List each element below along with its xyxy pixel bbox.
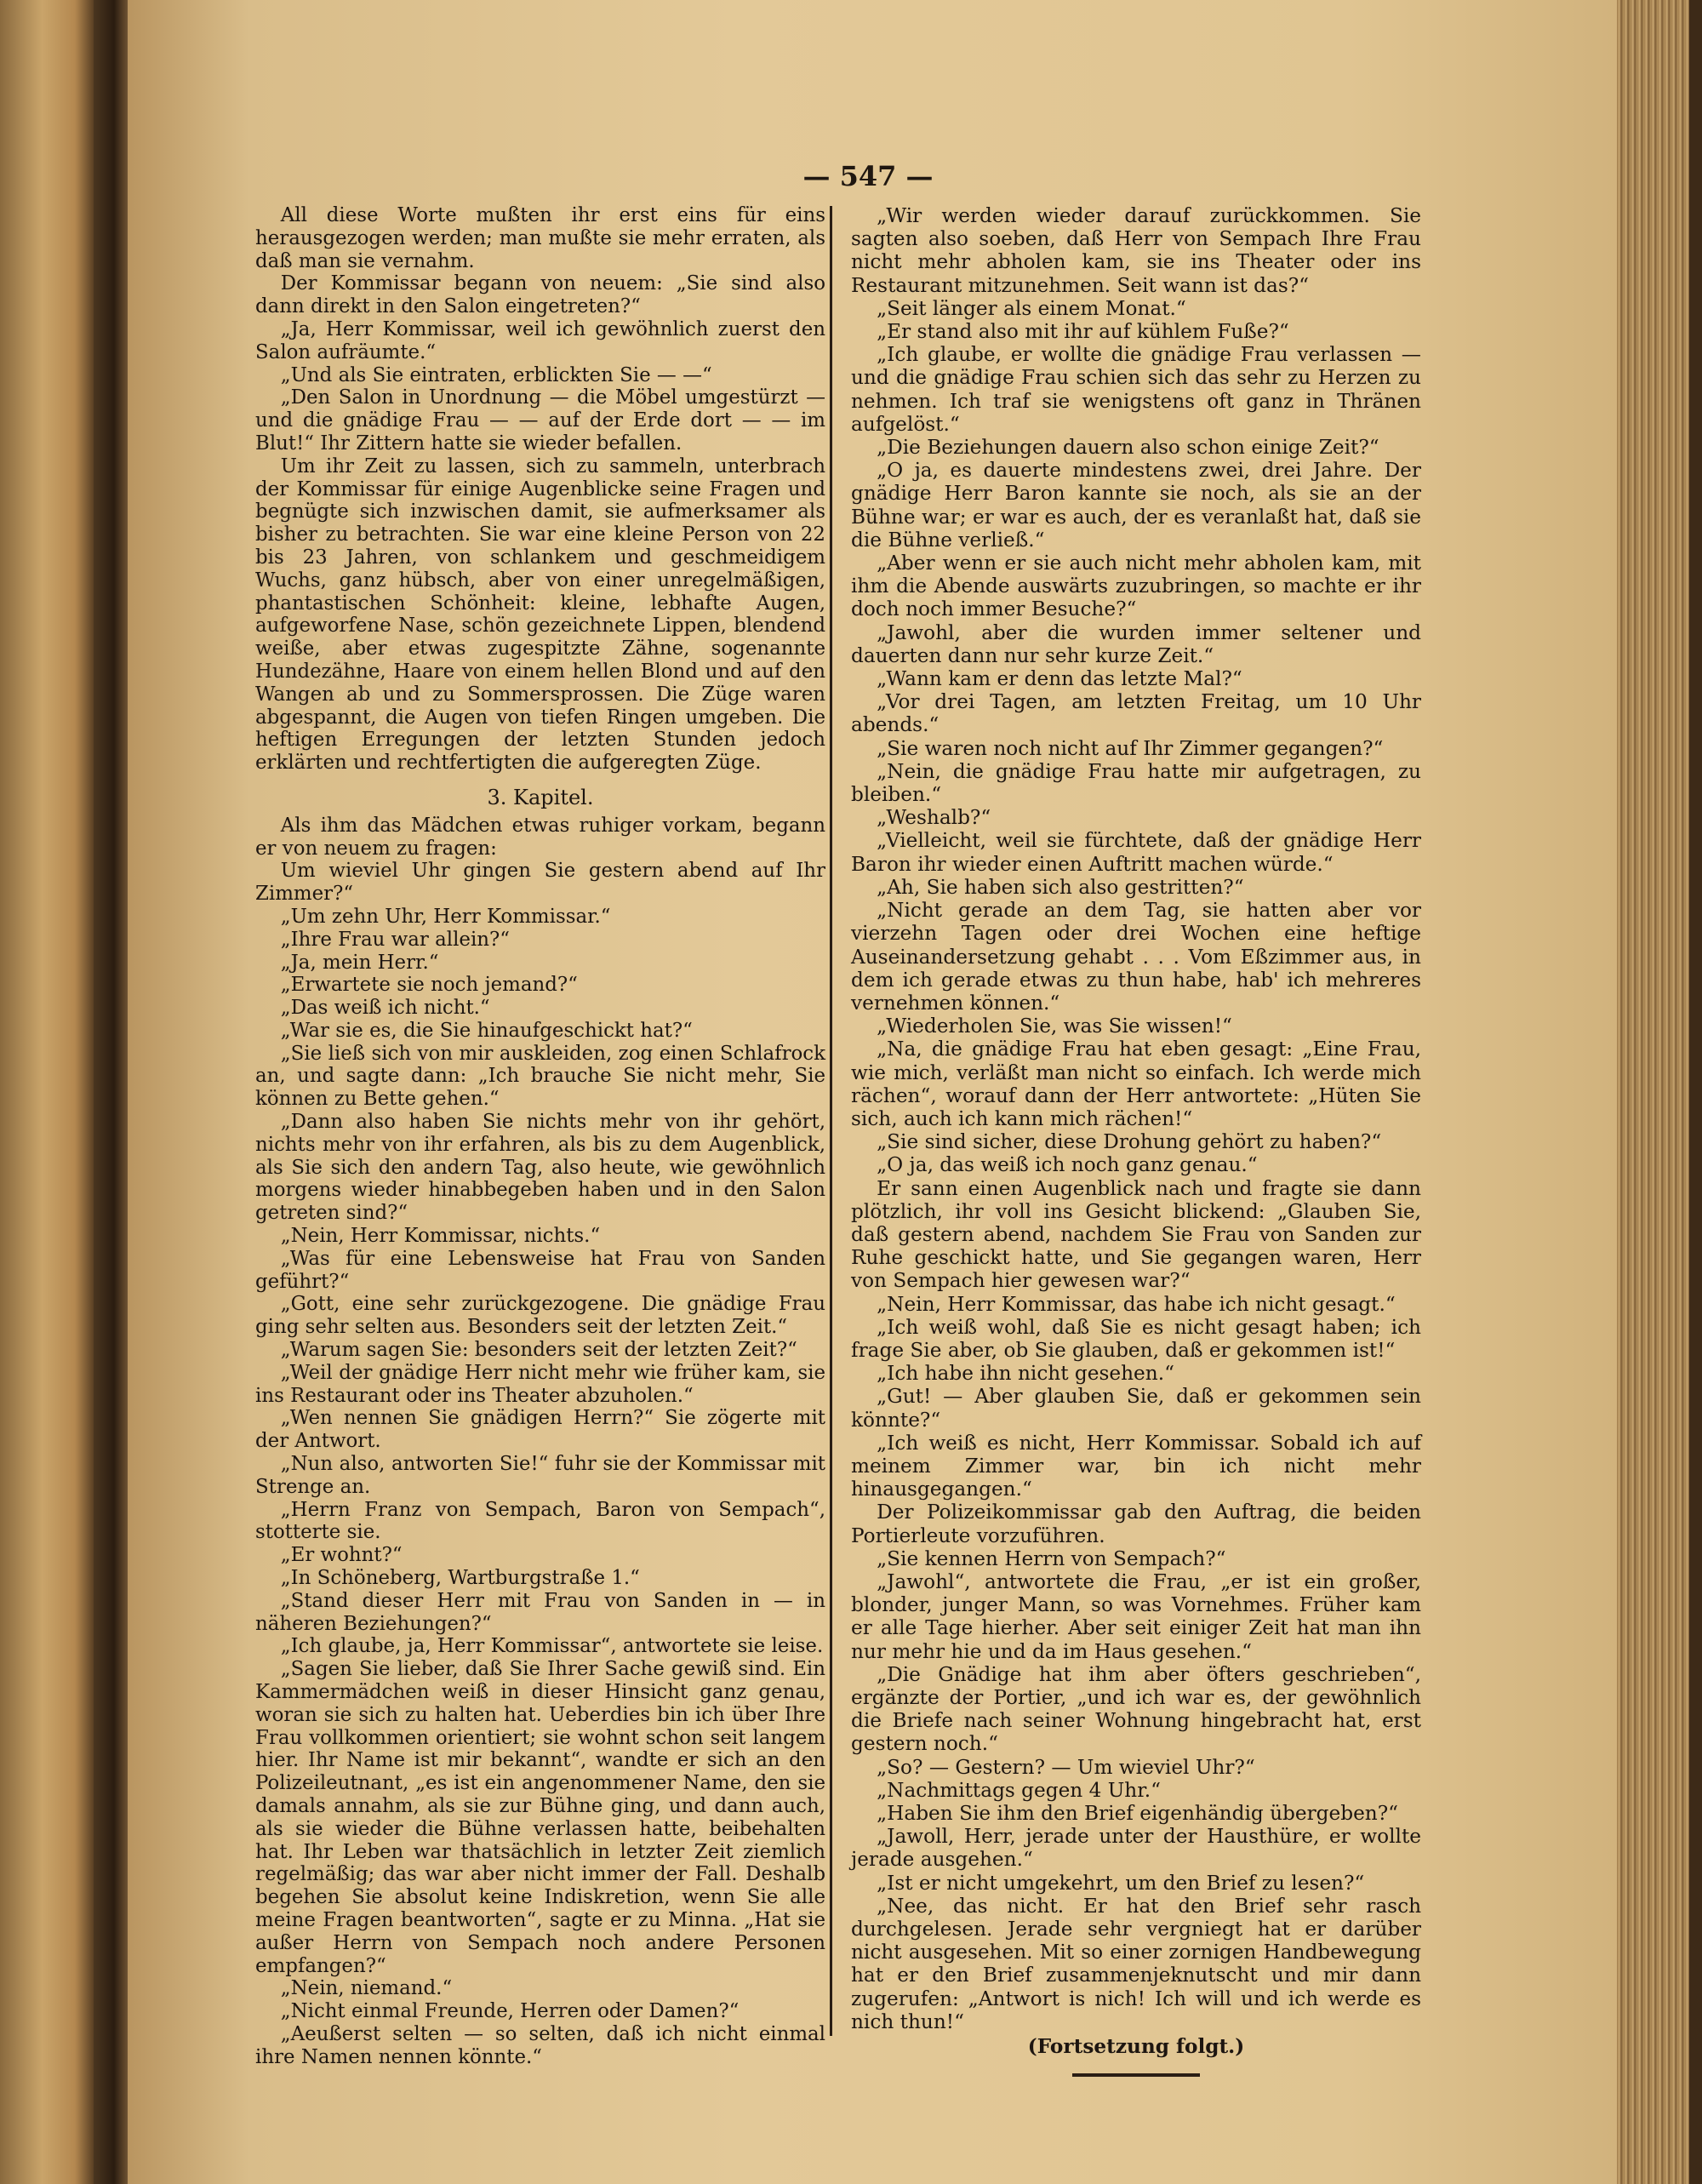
paragraph: „Jawoll, Herr, jerade unter der Hausthüre, er wollte jerade ausgehen.“ <box>851 1825 1421 1872</box>
paragraph: „Die Beziehungen dauern also schon einige Zeit?“ <box>877 436 1379 460</box>
paragraph: „Ich glaube, er wollte die gnädige Frau verlassen — und die gnädige Frau schien sich das sehr zu Herzen zu nehmen. Ich traf sie wenigstens oft ganz in Thränen aufgelöst.“ <box>851 343 1421 436</box>
paragraph: „War sie es, die Sie hinaufgeschickt hat?“ <box>280 1019 693 1042</box>
paragraph: „Die Gnädige hat ihm aber öfters geschrieben“, ergänzte der Portier, „und ich war es, der gewöhnlich die Briefe nach seiner Wohnung hingebracht hat, erst gestern noch.“ <box>851 1662 1421 1756</box>
paragraph: „Wir werden wieder darauf zurückkommen. Sie sagten also soeben, daß Herr von Sempach Ihre Frau nicht mehr abholen kam, sie ins Theater oder ins Restaurant mitzunehmen. Seit wann ist das?“ <box>851 204 1421 297</box>
end-rule <box>1072 2073 1200 2077</box>
paragraph: „Nachmittags gegen 4 Uhr.“ <box>877 1778 1161 1802</box>
left-page-edge <box>0 0 94 2184</box>
paragraph: „Den Salon in Unordnung — die Möbel umgestürzt — und die gnädige Frau — — auf der Erde dort — — im Blut!“ Ihr Zittern hatte sie wieder befallen. <box>255 386 825 455</box>
paragraph: „Wann kam er denn das letzte Mal?“ <box>877 667 1242 691</box>
paragraph: Er sann einen Augenblick nach und fragte sie dann plötzlich, ihr voll ins Gesicht blickend: „Glauben Sie, daß gestern abend, nachdem Sie Frau von Sanden zur Ruhe geschickt hatte, und Sie gegangen waren, Herr von Sempach hier gewesen war?“ <box>851 1176 1421 1293</box>
paragraph: „Sagen Sie lieber, daß Sie Ihrer Sache gewiß sind. Ein Kammermädchen weiß in dieser Hinsicht ganz genau, woran sie sich zu halten hat. Ueberdies bin ich über Ihre Frau vollkommen orientiert; sie wohnt schon seit langem hier. Ihr Name ist mir bekannt“, wandte er sich an den Polizeileutnant, „es ist ein angenommener Name, den sie damals annahm, als sie zur Bühne ging, und dann auch, als sie wieder die Bühne verlassen hatte, beibehalten hat. Ihr Leben war thatsächlich in letzter Zeit ziemlich regelmäßig; das war aber nicht immer der Fall. Deshalb begehen Sie absolut keine Indiskretion, wenn Sie alle meine Fragen beantworten“, sagte er zu Minna. „Hat sie außer Herrn von Sempach noch andere Personen empfangen?“ <box>255 1658 825 1977</box>
page-number: — 547 — <box>802 160 934 192</box>
paragraph: „Ich habe ihn nicht gesehen.“ <box>877 1362 1174 1386</box>
paragraph: „Gut! — Aber glauben Sie, daß er gekommen sein könnte?“ <box>851 1385 1421 1432</box>
right-text-column <box>851 204 1421 2077</box>
left-paragraphs-after-heading <box>255 815 825 2069</box>
paragraph: „Wiederholen Sie, was Sie wissen!“ <box>877 1015 1232 1038</box>
paragraph: „Weil der gnädige Herr nicht mehr wie früher kam, sie ins Restaurant oder ins Theater abzuholen.“ <box>255 1361 825 1407</box>
paragraph: „In Schöneberg, Wartburgstraße 1.“ <box>280 1567 640 1590</box>
paragraph: „Ich weiß es nicht, Herr Kommissar. Sobald ich auf meinem Zimmer war, bin ich nicht mehr hinausgegangen.“ <box>851 1431 1421 1501</box>
paragraph: „Aber wenn er sie auch nicht mehr abholen kam, mit ihm die Abende auswärts zuzubringen, so machte er ihr doch noch immer Besuche?“ <box>851 552 1421 621</box>
paragraph: „Ja, Herr Kommissar, weil ich gewöhnlich zuerst den Salon aufräumte.“ <box>255 317 825 363</box>
paragraph: „Ah, Sie haben sich also gestritten?“ <box>877 875 1244 899</box>
paragraph: „Nicht gerade an dem Tag, sie hatten aber vor vierzehn Tagen oder drei Wochen eine heftige Auseinandersetzung gehabt . . . Vom Eßzimmer aus, in dem ich gerade etwas zu thun habe, hab' ich mehreres vernehmen können.“ <box>851 899 1421 1015</box>
paragraph: „Sie kennen Herrn von Sempach?“ <box>877 1547 1226 1570</box>
book-cover-edge <box>1689 0 1702 2184</box>
paragraph: „Haben Sie ihm den Brief eigenhändig übergeben?“ <box>877 1802 1399 1826</box>
paragraph: „Nein, Herr Kommissar, nichts.“ <box>280 1225 601 1248</box>
paragraph: „Wen nennen Sie gnädigen Herrn?“ Sie zögerte mit der Antwort. <box>255 1407 825 1453</box>
paragraph: Der Polizeikommissar gab den Auftrag, die beiden Portierleute vorzuführen. <box>851 1501 1421 1547</box>
paragraph: Um wieviel Uhr gingen Sie gestern abend auf Ihr Zimmer?“ <box>255 860 825 906</box>
continued-label: (Fortsetzung folgt.) <box>1027 2035 1245 2059</box>
column-divider <box>830 206 832 2036</box>
left-paragraphs-before-heading <box>255 204 825 775</box>
paragraph: „Jawohl“, antwortete die Frau, „er ist ein großer, blonder, junger Mann, so was Vornehmes. Früher kam er alle Tage hierher. Aber seit einiger Zeit hat man ihn nur mehr hie und da im Haus gesehen.“ <box>851 1569 1421 1663</box>
paragraph: „Nun also, antworten Sie!“ fuhr sie der Kommissar mit Strenge an. <box>255 1453 825 1498</box>
paragraph: „Was für eine Lebensweise hat Frau von Sanden geführt?“ <box>255 1247 825 1293</box>
paragraph: „Warum sagen Sie: besonders seit der letzten Zeit?“ <box>280 1339 797 1362</box>
paragraph: „Er stand also mit ihr auf kühlem Fuße?“ <box>877 320 1289 344</box>
paragraph: Als ihm das Mädchen etwas ruhiger vorkam, begann er von neuem zu fragen: <box>255 814 825 860</box>
paragraph: Um ihr Zeit zu lassen, sich zu sammeln, unterbrach der Kommissar für einige Augenblicke seine Fragen und begnügte sich inzwischen damit, sie aufmerksamer als bisher zu betrachten. Sie war eine kleine Person von 22 bis 23 Jahren, von schlankem und geschmeidigem Wuchs, ganz hübsch, aber von einer unregelmäßigen, phantastischen Schönheit: kleine, lebhafte Augen, aufgeworfene Nase, schön gezeichnete Lippen, blendend weiße, aber etwas zugespitzte Zähne, sogenannte Hundezähne, Haare von einem hellen Blond und auf den Wangen ab und zu Sommersprossen. Die Züge waren abgespannt, die Augen von tiefen Ringen umgeben. Die heftigen Erregungen der letzten Stunden jedoch erklärten und rechtfertigten die aufgeregten Züge. <box>255 455 825 775</box>
paragraph: „Seit länger als einem Monat.“ <box>877 296 1186 320</box>
paragraph: „Na, die gnädige Frau hat eben gesagt: „Eine Frau, wie mich, verläßt man nicht so einfach. Ich werde mich rächen“, worauf dann der Herr antwortete: „Hüten Sie sich, auch ich kann mich rächen!“ <box>851 1038 1421 1130</box>
paragraph: „Und als Sie eintraten, erblickten Sie — —“ <box>280 363 712 386</box>
paragraph: „Um zehn Uhr, Herr Kommissar.“ <box>280 905 611 928</box>
paragraph: „Jawohl, aber die wurden immer seltener und dauerten dann nur sehr kurze Zeit.“ <box>851 620 1421 667</box>
paragraph: „Vor drei Tagen, am letzten Freitag, um 10 Uhr abends.“ <box>851 690 1421 737</box>
paragraph: „Sie ließ sich von mir auskleiden, zog einen Schlafrock an, und sagte dann: „Ich brauche Sie nicht mehr, Sie können zu Bette gehen.“ <box>255 1042 825 1111</box>
paragraph: „Ich glaube, ja, Herr Kommissar“, antwortete sie leise. <box>280 1635 824 1658</box>
paragraph: All diese Worte mußten ihr erst eins für eins herausgezogen werden; man mußte sie mehr erraten, als daß man sie vernahm. <box>255 204 825 272</box>
paragraph: „Gott, eine sehr zurückgezogene. Die gnädige Frau ging sehr selten aus. Besonders seit der letzten Zeit.“ <box>255 1293 825 1339</box>
paragraph: „Nee, das nicht. Er hat den Brief sehr rasch durchgelesen. Jerade sehr vergniegt hat er darüber nicht ausgesehen. Mit so einer zornigen Handbewegung hat er den Brief zusammenjeknutscht und mir dann zugerufen: „Antwort is nich! Ich will und ich werde es nich thun!“ <box>851 1894 1421 2033</box>
paragraph: „Ihre Frau war allein?“ <box>280 928 510 951</box>
paragraph: „Ja, mein Herr.“ <box>280 951 439 974</box>
paragraph: „Herrn Franz von Sempach, Baron von Sempach“, stotterte sie. <box>255 1498 825 1544</box>
paragraph: „Nicht einmal Freunde, Herren oder Damen?“ <box>280 2000 740 2023</box>
left-text-column <box>255 204 825 2069</box>
paragraph: „Nein, niemand.“ <box>280 1977 453 2000</box>
chapter-heading: 3. Kapitel. <box>487 785 594 809</box>
paragraph: „Vielleicht, weil sie fürchtete, daß der gnädige Herr Baron ihr wieder einen Auftritt machen würde.“ <box>851 829 1421 876</box>
paragraph: „Dann also haben Sie nichts mehr von ihr gehört, nichts mehr von ihr erfahren, als bis zu dem Augenblick, als Sie sich den andern Tag, also heute, wie gewöhnlich morgens wieder hinabbegeben haben und in den Salon getreten sind?“ <box>255 1111 825 1225</box>
paragraph: „Nein, Herr Kommissar, das habe ich nicht gesagt.“ <box>877 1292 1396 1316</box>
paragraph: „Ich weiß wohl, daß Sie es nicht gesagt haben; ich frage Sie aber, ob Sie glauben, daß er gekommen ist!“ <box>851 1315 1421 1362</box>
paragraph: „Das weiß ich nicht.“ <box>280 997 490 1020</box>
paragraph: „Er wohnt?“ <box>280 1544 403 1567</box>
paragraph: „Ist er nicht umgekehrt, um den Brief zu lesen?“ <box>877 1871 1365 1895</box>
paragraph: „O ja, das weiß ich noch ganz genau.“ <box>877 1153 1258 1177</box>
paragraph: „Aeußerst selten — so selten, daß ich nicht einmal ihre Namen nennen könnte.“ <box>255 2022 825 2068</box>
paragraph: „Sie waren noch nicht auf Ihr Zimmer gegangen?“ <box>877 736 1384 760</box>
right-paragraphs <box>851 204 1421 2033</box>
paragraph: Der Kommissar begann von neuem: „Sie sind also dann direkt in den Salon eingetreten?“ <box>255 272 825 318</box>
paragraph: „Stand dieser Herr mit Frau von Sanden in — in näheren Beziehungen?“ <box>255 1589 825 1635</box>
paragraph: „Weshalb?“ <box>877 806 991 830</box>
paragraph: „Erwartete sie noch jemand?“ <box>280 974 578 997</box>
paragraph: „Nein, die gnädige Frau hatte mir aufgetragen, zu bleiben.“ <box>851 759 1421 807</box>
paragraph: „O ja, es dauerte mindestens zwei, drei Jahre. Der gnädige Herr Baron kannte sie noch, als sie an der Bühne war; er war es auch, der es veranlaßt hat, daß sie die Bühne verließ.“ <box>851 459 1421 552</box>
paragraph: „So? — Gestern? — Um wieviel Uhr?“ <box>877 1755 1255 1779</box>
paragraph: „Sie sind sicher, diese Drohung gehört zu haben?“ <box>877 1130 1382 1154</box>
book-gutter <box>94 0 128 2184</box>
